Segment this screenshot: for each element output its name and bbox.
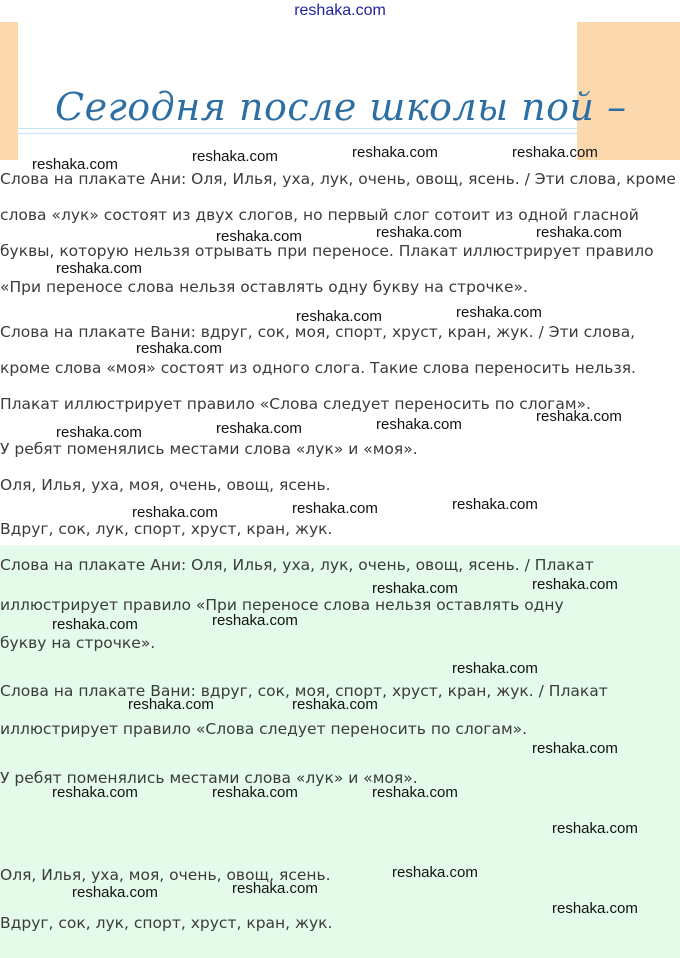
watermark: reshaka.com	[216, 228, 302, 245]
watermark: reshaka.com	[132, 504, 218, 521]
watermark: reshaka.com	[136, 340, 222, 357]
watermark: reshaka.com	[532, 576, 618, 593]
watermark: reshaka.com	[372, 784, 458, 801]
watermark: reshaka.com	[292, 696, 378, 713]
text-line: Слова на плакате Вани: вдруг, сок, моя, спорт, хруст, кран, жук. / Эти слова,	[0, 323, 636, 341]
watermark: reshaka.com	[212, 784, 298, 801]
text-line: Слова на плакате Ани: Оля, Илья, уха, лук, очень, овощ, ясень. / Эти слова, кроме	[0, 170, 676, 188]
watermark: reshaka.com	[56, 260, 142, 277]
watermark: reshaka.com	[216, 420, 302, 437]
watermark: reshaka.com	[456, 304, 542, 321]
text-line: «При переносе слова нельзя оставлять одну букву на строчке».	[0, 278, 528, 296]
text-line: кроме слова «моя» состоят из одного слога. Такие слова переносить нельзя.	[0, 359, 636, 377]
text-line: Слова на плакате Ани: Оля, Илья, уха, лук, очень, овощ, ясень. / Плакат	[0, 556, 594, 574]
text-line: У ребят поменялись местами слова «лук» и «моя».	[0, 769, 418, 787]
watermark: reshaka.com	[532, 740, 618, 757]
text-line: Вдруг, сок, лук, спорт, хруст, кран, жук.	[0, 914, 333, 932]
watermark: reshaka.com	[552, 820, 638, 837]
watermark: reshaka.com	[352, 144, 438, 161]
watermark: reshaka.com	[32, 156, 118, 173]
text-line: Оля, Илья, уха, моя, очень, овощ, ясень.	[0, 476, 331, 494]
decorative-left-panel	[0, 22, 18, 160]
text-line: Плакат иллюстрирует правило «Слова следует переносить по слогам».	[0, 395, 591, 413]
text-line: Слова на плакате Вани: вдруг, сок, моя, спорт, хруст, кран, жук. / Плакат	[0, 682, 608, 700]
site-header[interactable]: reshaka.com	[294, 2, 386, 19]
watermark: reshaka.com	[376, 224, 462, 241]
watermark: reshaka.com	[192, 148, 278, 165]
text-line: Оля, Илья, уха, моя, очень, овощ, ясень.	[0, 866, 331, 884]
watermark: reshaka.com	[452, 660, 538, 677]
text-line: букву на строчке».	[0, 634, 156, 652]
watermark: reshaka.com	[372, 580, 458, 597]
watermark: reshaka.com	[392, 864, 478, 881]
watermark: reshaka.com	[512, 144, 598, 161]
text-line: У ребят поменялись местами слова «лук» и «моя».	[0, 440, 418, 458]
watermark: reshaka.com	[296, 308, 382, 325]
text-line: буквы, которую нельзя отрывать при переносе. Плакат иллюстрирует правило	[0, 242, 654, 260]
watermark: reshaka.com	[552, 900, 638, 917]
watermark: reshaka.com	[232, 880, 318, 897]
watermark: reshaka.com	[128, 696, 214, 713]
text-line: Вдруг, сок, лук, спорт, хруст, кран, жук.	[0, 520, 333, 538]
watermark: reshaka.com	[536, 408, 622, 425]
watermark: reshaka.com	[52, 784, 138, 801]
watermark: reshaka.com	[52, 616, 138, 633]
watermark: reshaka.com	[452, 496, 538, 513]
text-line: иллюстрирует правило «При переносе слова нельзя оставлять одну	[0, 596, 564, 614]
watermark: reshaka.com	[536, 224, 622, 241]
watermark: reshaka.com	[72, 884, 158, 901]
watermark: reshaka.com	[56, 424, 142, 441]
handwritten-heading: Сегодня после школы пой –	[55, 85, 627, 129]
text-line: слова «лук» состоят из двух слогов, но первый слог сотоит из одной гласной	[0, 206, 639, 224]
watermark: reshaka.com	[376, 416, 462, 433]
watermark: reshaka.com	[212, 612, 298, 629]
watermark: reshaka.com	[292, 500, 378, 517]
text-line: иллюстрирует правило «Слова следует переносить по слогам».	[0, 720, 528, 738]
